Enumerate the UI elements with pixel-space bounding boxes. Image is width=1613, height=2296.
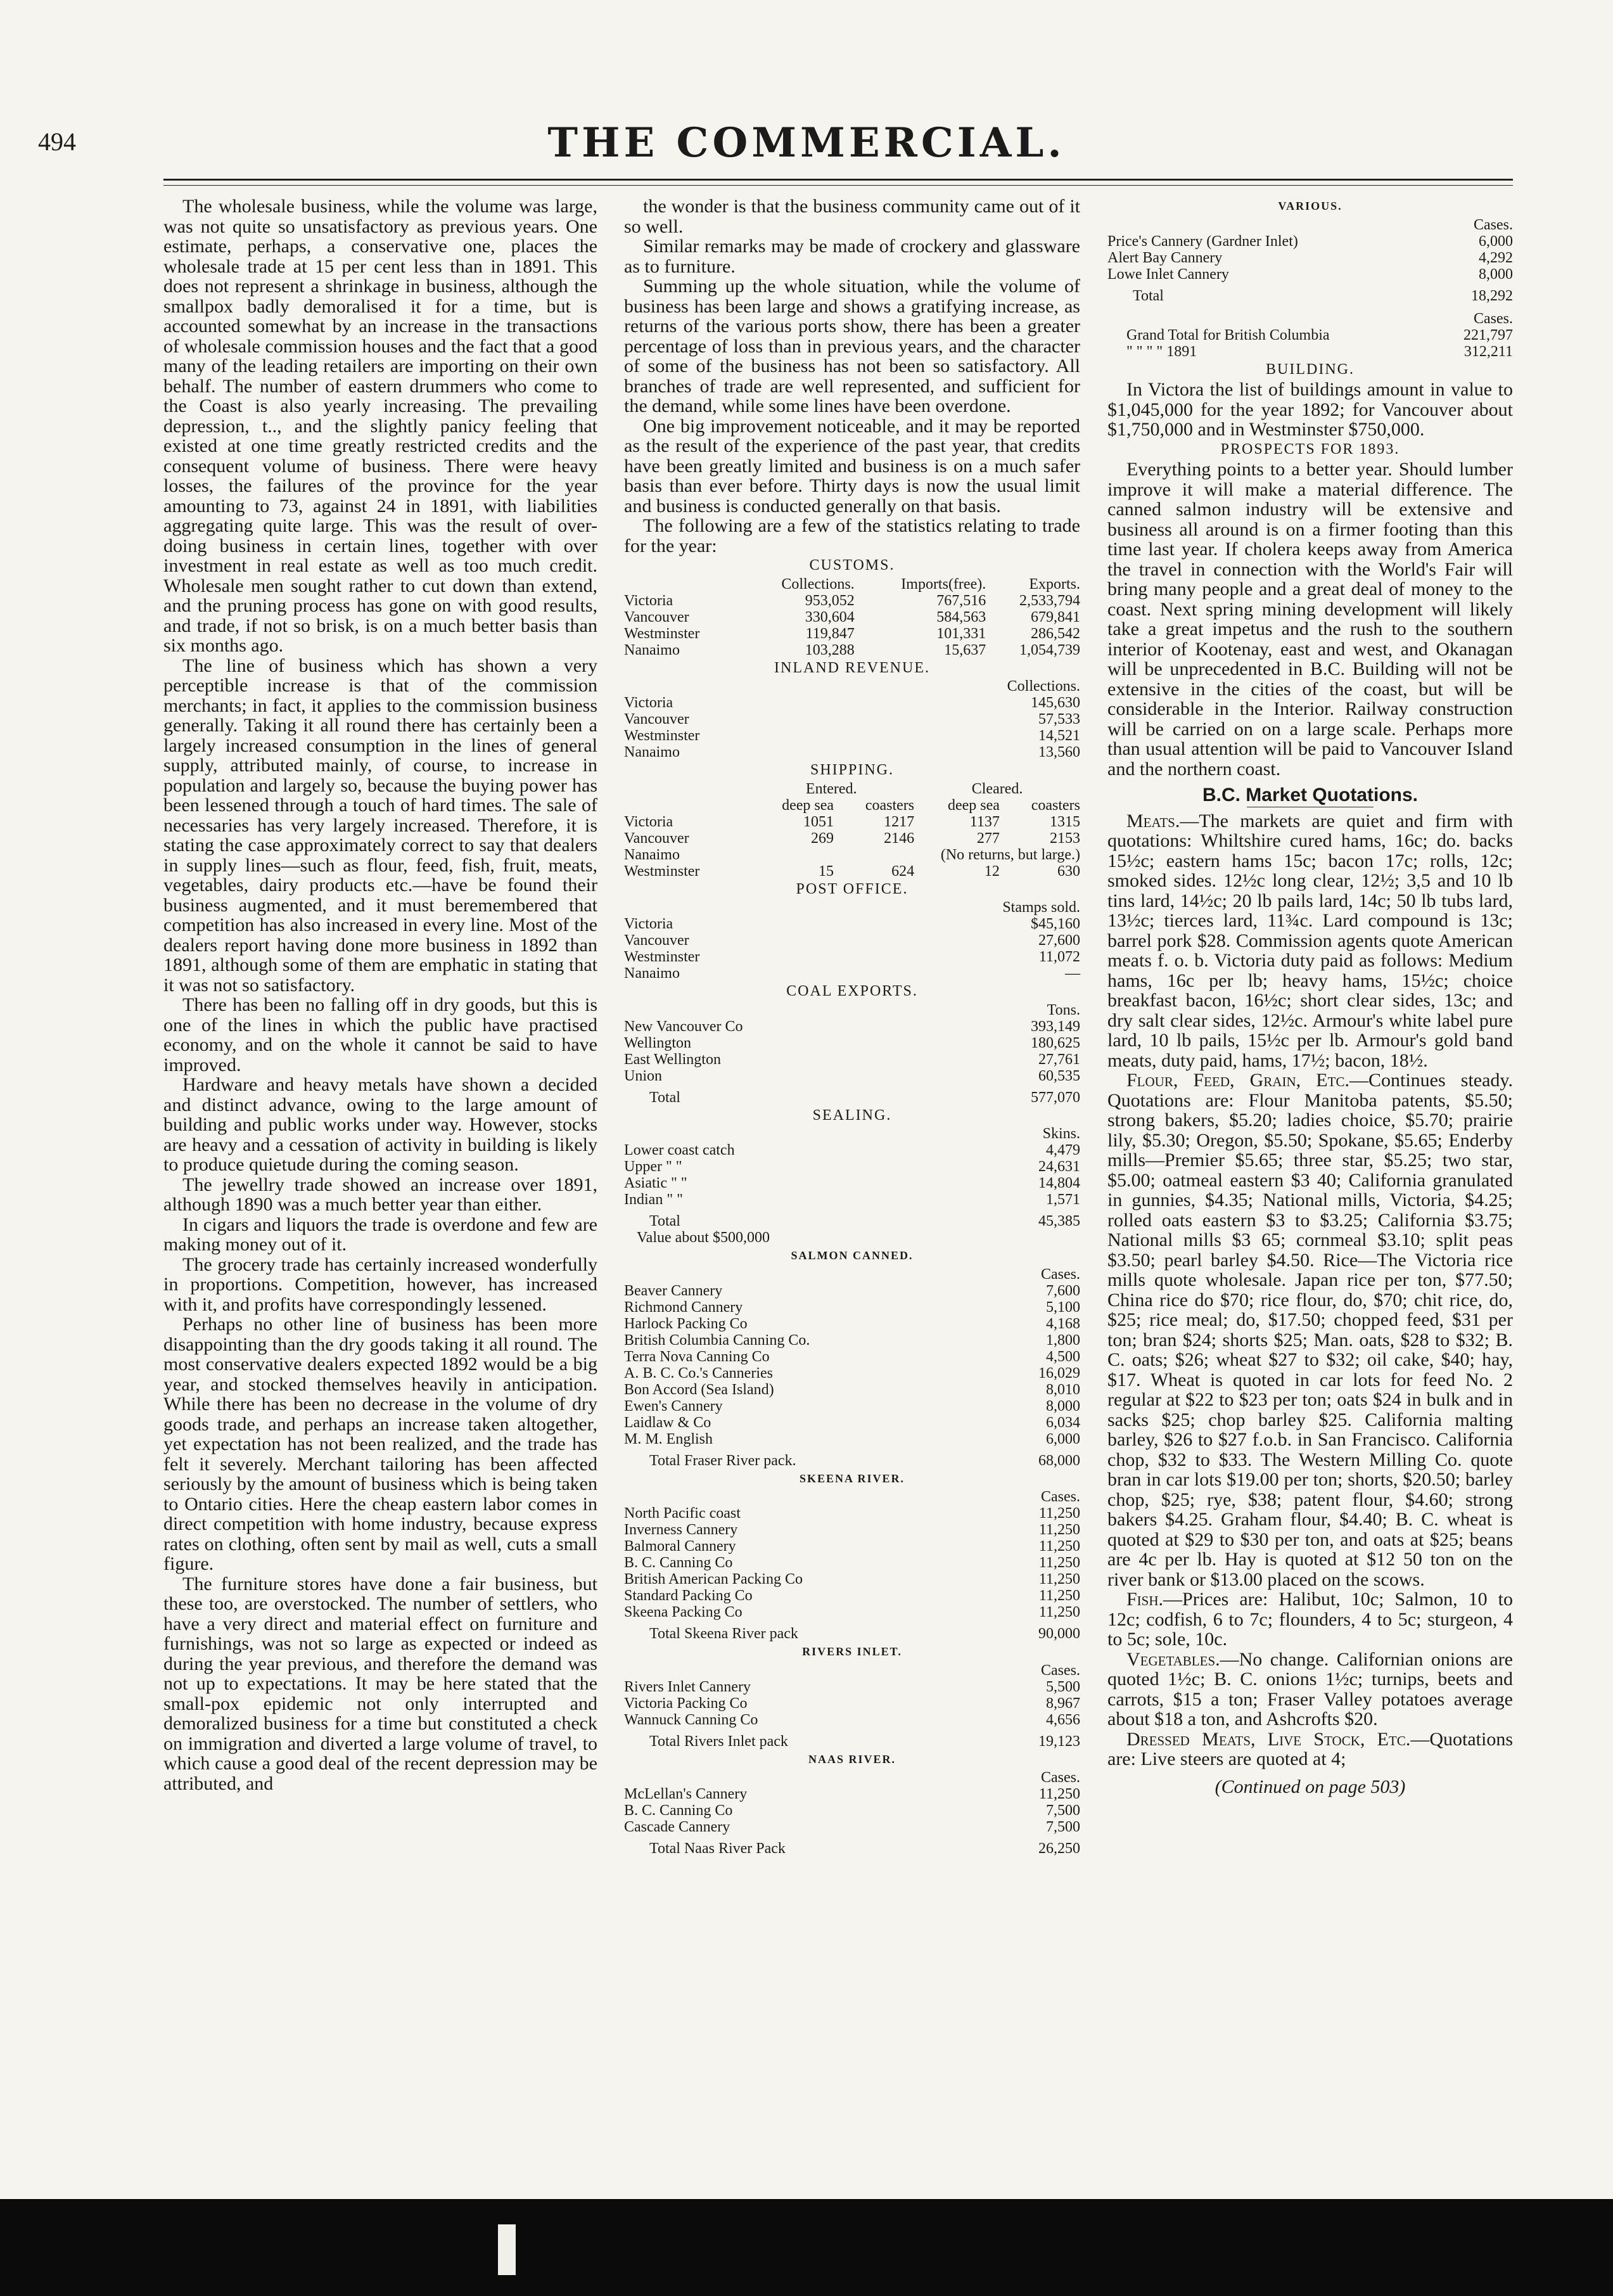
paragraph: There has been no falling off in dry goods, but this is one of the lines in which the public have practised economy, and on the whole it cannot be said to have improved.	[163, 994, 597, 1075]
table-cell: 14,804	[1038, 1175, 1080, 1191]
prospects-heading: PROSPECTS FOR 1893.	[1220, 440, 1400, 458]
table-cell: 221,797	[1463, 326, 1513, 343]
table-cell: Total	[1133, 287, 1164, 304]
table-cell: Victoria	[624, 695, 673, 711]
table-cell: 5,500	[1046, 1678, 1080, 1695]
table-header: Entered.	[805, 780, 857, 797]
table-header: coasters	[1031, 797, 1080, 814]
table-cell: 11,250	[1038, 1505, 1080, 1522]
table-cell: Wannuck Canning Co	[624, 1711, 758, 1728]
table-header: Collections.	[781, 575, 855, 593]
table-cell: Victoria Packing Co	[624, 1695, 748, 1712]
table-header: Exports.	[1029, 575, 1080, 593]
sealing-heading: SEALING.	[812, 1106, 892, 1124]
table-row	[624, 1332, 1080, 1349]
table-cell: Vancouver	[624, 608, 689, 625]
table-cell: 8,000	[1479, 266, 1513, 283]
table-row	[624, 1018, 1080, 1035]
column-2	[624, 196, 1080, 1857]
table-row	[624, 1712, 1080, 1728]
table-row	[624, 814, 1080, 830]
table-cell: Vancouver	[624, 830, 689, 847]
post-office-table	[624, 899, 1080, 982]
column-3	[1107, 196, 1513, 1797]
building-heading: BUILDING.	[1266, 361, 1355, 378]
total-row	[624, 1835, 1080, 1857]
table-cell: 630	[1057, 863, 1080, 880]
table-header	[624, 576, 741, 593]
table-cell: 1315	[1050, 813, 1080, 830]
table-row	[624, 1538, 1080, 1555]
table-cell: 11,250	[1038, 1604, 1080, 1620]
table-header: Cleared.	[971, 780, 1023, 797]
table-cell: 27,600	[1038, 932, 1080, 949]
table-cell: 4,656	[1046, 1711, 1080, 1728]
table-cell: 11,250	[1038, 1786, 1080, 1802]
table-row	[624, 830, 1080, 847]
rivers-inlet-table	[624, 1662, 1080, 1750]
table-header: Collections.	[1007, 678, 1080, 695]
table-cell: 8,000	[1046, 1397, 1080, 1414]
table-row	[624, 711, 1080, 728]
table-cell: 8,967	[1046, 1695, 1080, 1712]
skeena-river-table	[624, 1489, 1080, 1642]
table-cell: 13,560	[1038, 744, 1080, 760]
table-row	[624, 863, 1080, 880]
table-cell: M. M. English	[624, 1430, 713, 1447]
table-row	[624, 1414, 1080, 1431]
table-cell: $45,160	[1031, 916, 1080, 932]
vegetables-text: —No change. Californian onions are quoted 1½c; B. C. onions 1½c; turnips, beets and carrots, $15 a ton; Fraser Valley potatoes average about $18 a ton, and Ashcrofts $20.	[1107, 1648, 1513, 1729]
table-cell: 286,542	[1031, 625, 1080, 642]
market-quotations-heading: B.C. Market Quotations.	[1202, 785, 1419, 805]
total-row	[624, 1447, 1080, 1469]
table-row	[624, 1051, 1080, 1068]
table-cell: Ewen's Cannery	[624, 1397, 723, 1414]
page-number: 494	[38, 127, 76, 156]
table-header: Cases.	[1474, 310, 1513, 327]
table-row	[624, 1587, 1080, 1604]
table-cell: 767,516	[936, 592, 986, 609]
table-row	[624, 1299, 1080, 1316]
table-cell: " " " " 1891	[1126, 343, 1197, 360]
table-cell: 45,385	[1038, 1213, 1080, 1229]
table-header: Cases.	[1041, 1662, 1080, 1679]
table-row	[1107, 343, 1513, 360]
table-cell: 26,250	[1038, 1840, 1080, 1857]
table-cell: Rivers Inlet Cannery	[624, 1678, 751, 1695]
table-cell: 90,000	[1038, 1626, 1080, 1642]
paragraph: The line of business which has shown a very perceptible increase is that of the commission merchants; in fact, it applies to the commission business generally. Taking it all round there has certainly been a largely increased consumption in the lines of general supply, attributed mainly, of course, to increase in population and largely so, because the buying power has been lessened through a touch of hard times. The sale of necessaries has very largely increased. Therefore, it is stating the case approximately correct to say that dealers in supply lines—such as flour, feed, fish, fruit, meats, vegetables, dairy products etc.—have be found their business augmented, and it must beremembered that competition has also increased in every line. Most of the dealers report having done more business in 1892 than 1891, although some of them are emphatic in stating that it was not so satisfactory.	[163, 655, 597, 996]
table-cell: Lower coast catch	[624, 1142, 735, 1158]
table-header: Imports(free).	[901, 575, 986, 593]
table-cell: Total	[649, 1213, 680, 1229]
table-row	[624, 1555, 1080, 1571]
masthead: THE COMMERCIAL.	[547, 119, 1066, 167]
salmon-canned-table	[624, 1266, 1080, 1469]
table-cell: 330,604	[805, 608, 855, 625]
table-cell: Indian " "	[624, 1191, 683, 1208]
table-cell: 11,072	[1038, 949, 1080, 965]
paragraph: Everything points to a better year. Should lumber improve it will make a material difference. The canned salmon industry will be extensive and business all around is on a firmer footing than this time last year. If cholera keeps away from America the travel in connection with the World's Fair will bring many people and a great deal of money to the coast. Next spring mining development will likely take a great impetus and the rush to the southern interior of Kootenay, east and west, and Okanagan will be unprecedented in B.C. Building will not be extensive in the cities of the coast, but will be considerable in the Interior. Railway construction will be carried on on a large scale. Perhaps more than usual attention will be paid to Vancouver Island and the northern coast.	[1107, 459, 1513, 779]
table-cell: Grand Total for British Columbia	[1126, 326, 1330, 343]
table-cell: British American Packing Co	[624, 1571, 803, 1587]
table-cell: Price's Cannery (Gardner Inlet)	[1107, 233, 1298, 250]
table-row	[624, 916, 1080, 932]
table-cell: 11,250	[1038, 1522, 1080, 1538]
table-row	[624, 1349, 1080, 1365]
table-cell: —	[1065, 965, 1080, 982]
customs-heading: CUSTOMS.	[809, 557, 895, 574]
table-cell: 312,211	[1463, 343, 1513, 360]
table-cell: Beaver Cannery	[624, 1282, 723, 1299]
table-cell: 2146	[884, 830, 915, 847]
inland-revenue-heading: INLAND REVENUE.	[774, 659, 930, 676]
paragraph: The wholesale business, while the volume was large, was not quite so unsatisfactory as previous years. One estimate, perhaps, a conservative one, places the wholesale trade at 15 per cent less than in 1891. This does not represent a shrinkage in business, although the smallpox badly demoralised it for a time, but is accounted somewhat by an increase in the transactions of wholesale commission houses and the fact that a good many of the leading retailers are importing on their own behalf. The number of eastern drummers who come to the Coast is also yearly increasing. The prevailing depression, t.., and the slightly panicy feeling that existed at one time greatly restricted credits and the consequent volume of business. There were heavy losses, the failures of the province for the year amounting to 73, against 24 in 1891, with liabilities aggregating quite large. This was the result of over-doing business in certain lines, together with over investment in real estate as well as too much credit. Wholesale men sought rather to cut down than extend, and the pruning process has gone on with good results, and trade, if not so brisk, is on a much better basis than six months ago.	[163, 196, 597, 656]
table-cell: 12	[984, 863, 1000, 880]
table-cell: 269	[811, 830, 834, 847]
paragraph	[1107, 1650, 1513, 1729]
table-cell: Lowe Inlet Cannery	[1107, 266, 1229, 283]
table-header	[624, 797, 748, 814]
total-row	[624, 1620, 1080, 1642]
table-row	[624, 932, 1080, 949]
table-row	[624, 728, 1080, 744]
total-row	[624, 1208, 1080, 1229]
table-row	[624, 1068, 1080, 1084]
table-cell: (No returns, but large.)	[940, 846, 1080, 863]
table-cell: 393,149	[1031, 1018, 1080, 1035]
table-cell: Victoria	[624, 592, 673, 609]
fish-text: —Prices are: Halibut, 10c; Salmon, 10 to 12c; codfish, 6 to 7c; flounders, 4 to 5c; sturgeon, 4 to 5c; sole, 10c.	[1107, 1589, 1513, 1650]
table-cell: 584,563	[936, 608, 986, 625]
table-row	[624, 625, 1080, 642]
column-1	[163, 196, 597, 1793]
table-cell: Upper " "	[624, 1158, 682, 1175]
dressed-meats-lead: Dressed Meats, Live Stock, Etc.	[1126, 1728, 1411, 1750]
paragraph: The following are a few of the statistics relating to trade for the year:	[624, 515, 1080, 556]
table-row	[624, 609, 1080, 625]
table-row	[624, 1158, 1080, 1175]
table-cell: 7,600	[1046, 1282, 1080, 1299]
meats-text: —The markets are quiet and firm with quotations: Whiltshire cured hams, 16c; do. backs 15½c; eastern hams 15c; bacon 17c; rolls, 12c; smoked sides. 12½c long clear, 12½; 3,5 and 10 lb tins lard, 14½c; 20 lb pails lard, 14c; 50 lb tubs lard, 13½c; tierces lard, 11¾c. Lard compound is 13c; barrel pork $28. Commission agents quote American meats f. o. b. Victoria duty paid as follows: Medium hams, 16c per lb; heavy hams, 15½c; choice breakfast bacon, 16½c; short clear sides, 13c; and dry salt clear sides, 12½c. Armour's white label pure lard, 10 lb pails, 15½c per lb. Armour's gold band meats, duty paid, hams, 17½; bacon, 18½.	[1107, 810, 1513, 1071]
table-cell: 15,637	[944, 641, 986, 658]
table-cell: 1217	[884, 813, 915, 830]
table-cell: 624	[891, 863, 915, 880]
scan-border-bottom	[0, 2199, 1613, 2296]
table-cell: 7,500	[1046, 1819, 1080, 1835]
paragraph: The jewellry trade showed an increase over 1891, although 1890 was a much better year than either.	[163, 1174, 597, 1215]
salmon-canned-heading: SALMON CANNED.	[791, 1249, 914, 1262]
paragraph: Summing up the whole situation, while the volume of business has been large and shows a gratifying increase, as returns of the various ports show, there has been a greater percentage of loss than in previous years, and the character of some of the business has not been so satisfactory. All branches of trade are well represented, and sufficient for the demand, while some lines have been overdone.	[624, 276, 1080, 416]
table-header: Cases.	[1041, 1769, 1080, 1786]
paragraph: In Victora the list of buildings amount in value to $1,045,000 for the year 1892; for Vancouver about $1,750,000 and in Westminster $750,000.	[1107, 379, 1513, 440]
table-row	[624, 1398, 1080, 1414]
table-cell: Asiatic " "	[624, 1175, 687, 1191]
table-row	[624, 965, 1080, 982]
paragraph	[1107, 1589, 1513, 1650]
table-cell: 6,034	[1046, 1414, 1080, 1431]
table-cell: 68,000	[1038, 1452, 1080, 1469]
table-row	[624, 1365, 1080, 1382]
table-cell: Harlock Packing Co	[624, 1315, 748, 1332]
table-header: Cases.	[1041, 1266, 1080, 1283]
table-row	[624, 1283, 1080, 1299]
flour-text: —Continues steady. Quotations are: Flour Manitoba patents, $5.50; strong bakers, $5.20; ladies choice, $5.70; prairie lily, $5.30; Oregon, $5.50; Spokane, $5.65; Enderby mills—Premier $5.65; three star, $5.25; two star, $5.00; oatmeal eastern $3 40; California granulated in gunnies, $4.35; National mills, Victoria, $4.25; rolled oats eastern $3 to $3.25; California $3.75; National mills $3 65; cornmeal $3.10; split peas $3.50; pearl barley $4.50. Rice—The Victoria rice mills quote wholesale. Japan rice per ton, $77.50; China rice do $70; rice flour, do, $70; chit rice, do, $25; rice meal; do, $17.50; chopped feed, $31 per ton; bran $24; shorts $25; Man. oats, $28 to $32; B. C. oats; $26; wheat $27 to $32; oil cake, $40; hay, $17. Wheat is quoted in car lots for feed No. 2 regular at $22 to $23 per ton; oats $24 in bulk and in sacks $25; chop barley $25. California malting barley, $26 to $27 f.o.b. in San Francisco. California chop, $32 to $33. The Western Milling Co. quote bran in car lots $19.00 per ton; shorts, $20.50; barley chop, $25; rye, $38; patent flour, $4.60; strong bakers $4.25. Graham flour, $4.40; B. C. wheat is quoted at $29 to $30 per ton, and oats at $25; beans are 4c per lb. Hay is quoted at $12 50 ton on the river bank or $13.00 placed on the scows.	[1107, 1070, 1513, 1590]
table-cell: 11,250	[1038, 1571, 1080, 1587]
table-cell: A. B. C. Co.'s Canneries	[624, 1364, 773, 1382]
table-header: Stamps sold.	[1002, 899, 1080, 916]
table-cell: 2,533,794	[1019, 592, 1080, 609]
table-cell: 7,500	[1046, 1802, 1080, 1819]
paragraph: In cigars and liquors the trade is overdone and few are making money out of it.	[163, 1214, 597, 1255]
vegetables-lead: Vegetables.	[1126, 1648, 1220, 1670]
table-row	[624, 949, 1080, 965]
table-row	[624, 744, 1080, 760]
post-office-heading: POST OFFICE.	[796, 880, 909, 897]
table-cell: Richmond Cannery	[624, 1299, 743, 1316]
table-cell: 953,052	[805, 592, 855, 609]
table-row	[624, 1142, 1080, 1158]
table-cell: Victoria	[624, 916, 673, 932]
table-cell: Westminster	[624, 728, 700, 744]
naas-river-table	[624, 1769, 1080, 1857]
table-row	[624, 642, 1080, 658]
table-cell: 4,500	[1046, 1348, 1080, 1365]
paragraph	[1107, 811, 1513, 1071]
table-cell: 14,521	[1038, 728, 1080, 744]
table-cell: Westminster	[624, 863, 700, 880]
table-cell: McLellan's Cannery	[624, 1786, 748, 1802]
table-cell: 27,761	[1038, 1051, 1080, 1068]
total-row	[1107, 283, 1513, 304]
naas-river-heading: NAAS RIVER.	[808, 1752, 896, 1766]
table-cell: 5,100	[1046, 1299, 1080, 1316]
table-cell: 6,000	[1479, 233, 1513, 250]
coal-exports-heading: COAL EXPORTS.	[786, 983, 918, 999]
table-row	[624, 1316, 1080, 1332]
table-row	[624, 1035, 1080, 1051]
table-cell: Nanaimo	[624, 744, 680, 760]
paragraph: Perhaps no other line of business has been more disappointing than the dry goods taking it all round. The most conservative dealers expected 1892 would be a big year, and stocked themselves heavily in anticipation. While there has been no decrease in the volume of dry goods trade, and perhaps an increase taken altogether, yet expectation has not been realized, and the trade has felt it severely. Merchant tailoring has been affected seriously by the amount of business which is being taken to Ontario cities. Here the cheap eastern labor comes in direct competition with home industry, because express rates on clothing, often sent by mail as well, cuts a small figure.	[163, 1314, 597, 1574]
table-row	[624, 1786, 1080, 1802]
table-cell: 119,847	[805, 625, 855, 642]
paragraph: The furniture stores have done a fair business, but these too, are overstocked. The number of settlers, who have a very direct and material effect on furniture and furnishings, was not so large as expected or indeed as during the year previous, and therefore the demand was not up to expectations. It may be here stated that the small-pox epidemic not only interrupted and demoralized business for a time but constituted a check on immigration and diverted a large volume of travel, to which cause a good deal of the recent depression may be attributed, and	[163, 1573, 597, 1794]
various-heading: VARIOUS.	[1278, 200, 1342, 212]
paragraph: Similar remarks may be made of crockery and glassware as to furniture.	[624, 236, 1080, 277]
meats-lead: Meats.	[1126, 810, 1180, 831]
table-cell: British Columbia Canning Co.	[624, 1331, 810, 1349]
table-row	[624, 1382, 1080, 1398]
table-row	[624, 1679, 1080, 1695]
continued-note: (Continued on page 503)	[1215, 1776, 1406, 1797]
table-header: coasters	[865, 797, 915, 814]
paragraph: One big improvement noticeable, and it may be reported as the result of the experience of the past year, that credits have been greatly limited and business is on a much safer basis than ever before. Thirty days is now the usual limit and business is conducted generally on that basis.	[624, 415, 1080, 516]
table-cell: 1,571	[1046, 1191, 1080, 1208]
table-cell: 4,168	[1046, 1315, 1080, 1332]
table-cell: North Pacific coast	[624, 1505, 741, 1522]
table-row	[624, 1522, 1080, 1538]
customs-table	[624, 576, 1080, 658]
paragraph	[1107, 1070, 1513, 1589]
table-cell: East Wellington	[624, 1051, 721, 1068]
table-cell: Victoria	[624, 813, 673, 830]
table-row	[624, 1604, 1080, 1620]
table-row	[1107, 250, 1513, 266]
various-table	[1107, 217, 1513, 304]
paragraph: Hardware and heavy metals have shown a decided and distinct advance, owing to the large amount of building and public works under way. However, stocks are heavy and a cessation of activity in building is likely to produce quietude during the coming season.	[163, 1074, 597, 1175]
table-cell: Union	[624, 1067, 662, 1084]
table-cell: Balmoral Cannery	[624, 1538, 736, 1555]
shipping-table	[624, 781, 1080, 880]
table-cell: Cascade Cannery	[624, 1819, 730, 1835]
table-cell: Total	[649, 1089, 680, 1106]
table-header: Tons.	[1047, 1001, 1080, 1018]
table-cell: 4,292	[1479, 249, 1513, 266]
table-cell: 16,029	[1038, 1364, 1080, 1382]
scan-mark	[498, 2224, 516, 2275]
table-cell: 577,070	[1031, 1089, 1080, 1106]
dressed-meats-text: —Quotations are: Live steers are quoted at 4;	[1107, 1728, 1513, 1769]
sealing-table	[624, 1126, 1080, 1246]
table-row	[624, 1819, 1080, 1835]
table-row	[624, 695, 1080, 711]
total-row	[624, 1084, 1080, 1106]
header-rule-thin	[163, 185, 1513, 186]
table-cell: Inverness Cannery	[624, 1522, 738, 1538]
table-cell: 1051	[803, 813, 834, 830]
table-row	[624, 593, 1080, 609]
table-cell: Westminster	[624, 949, 700, 965]
shipping-heading: SHIPPING.	[810, 762, 895, 778]
table-row	[624, 1229, 1080, 1246]
table-cell: Laidlaw & Co	[624, 1414, 711, 1431]
fish-lead: Fish.	[1126, 1589, 1164, 1610]
table-header: deep sea	[782, 797, 834, 814]
table-row	[624, 1802, 1080, 1819]
table-cell: Nanaimo	[624, 641, 680, 658]
coal-exports-table	[624, 1002, 1080, 1106]
table-row	[624, 1505, 1080, 1522]
table-row	[1107, 327, 1513, 343]
table-cell: 277	[976, 830, 1000, 847]
table-cell: B. C. Canning Co	[624, 1802, 733, 1819]
paragraph	[1107, 1729, 1513, 1769]
rivers-inlet-heading: RIVERS INLET.	[802, 1645, 902, 1658]
header-rule	[163, 179, 1513, 181]
table-cell: Nanaimo	[624, 965, 680, 982]
paragraph: The grocery trade has certainly increased wonderfully in proportions. Competition, however, has increased with it, and profits have correspondingly lessened.	[163, 1254, 597, 1315]
table-row	[624, 1571, 1080, 1587]
table-cell: Total Naas River Pack	[649, 1840, 786, 1857]
table-cell: 1,800	[1046, 1331, 1080, 1349]
table-row	[624, 1431, 1080, 1447]
table-cell: 1,054,739	[1019, 641, 1080, 658]
table-cell: Vancouver	[624, 932, 689, 949]
table-cell: 103,288	[805, 641, 855, 658]
table-cell: 1137	[969, 813, 1000, 830]
table-cell: Skeena Packing Co	[624, 1604, 743, 1620]
table-cell: 11,250	[1038, 1555, 1080, 1571]
table-cell: 8,010	[1046, 1381, 1080, 1398]
inland-revenue-table	[624, 678, 1080, 760]
skeena-river-heading: SKEENA RIVER.	[799, 1472, 905, 1485]
table-cell: 19,123	[1038, 1733, 1080, 1750]
table-cell: B. C. Canning Co	[624, 1555, 733, 1571]
table-cell: 11,250	[1038, 1587, 1080, 1604]
table-row	[624, 847, 1080, 863]
table-header: Cases.	[1474, 216, 1513, 233]
table-cell: Bon Accord (Sea Island)	[624, 1381, 774, 1398]
grand-total-table	[1107, 311, 1513, 360]
table-cell: Total Rivers Inlet pack	[649, 1733, 788, 1750]
table-header: deep sea	[947, 797, 1000, 814]
table-cell: 15	[819, 863, 834, 880]
table-cell: Value about $500,000	[637, 1229, 770, 1246]
table-cell: Alert Bay Cannery	[1107, 249, 1223, 266]
table-cell: Westminster	[624, 625, 700, 642]
table-cell: Standard Packing Co	[624, 1587, 753, 1604]
table-cell: 11,250	[1038, 1538, 1080, 1555]
table-cell: Total Skeena River pack	[649, 1626, 798, 1642]
table-row	[624, 1191, 1080, 1208]
table-cell: 18,292	[1471, 287, 1513, 304]
table-cell: Vancouver	[624, 711, 689, 728]
flour-lead: Flour, Feed, Grain, Etc.	[1126, 1070, 1349, 1091]
table-cell: 180,625	[1031, 1034, 1080, 1051]
table-cell: 4,479	[1046, 1142, 1080, 1158]
table-header: Cases.	[1041, 1489, 1080, 1505]
table-cell: 6,000	[1046, 1430, 1080, 1447]
table-cell: 145,630	[1031, 695, 1080, 711]
table-cell: 60,535	[1038, 1067, 1080, 1084]
table-cell: 24,631	[1038, 1158, 1080, 1175]
table-row	[624, 1175, 1080, 1191]
table-cell: Nanaimo	[624, 846, 680, 863]
table-row	[1107, 233, 1513, 250]
table-cell: 679,841	[1031, 608, 1080, 625]
table-row	[1107, 266, 1513, 283]
paragraph: the wonder is that the business community came out of it so well.	[624, 196, 1080, 237]
table-cell: 57,533	[1038, 711, 1080, 728]
table-header: Skins.	[1042, 1126, 1080, 1142]
table-cell: 101,331	[936, 625, 986, 642]
table-cell: 2153	[1050, 830, 1080, 847]
table-row	[624, 1695, 1080, 1712]
total-row	[624, 1728, 1080, 1750]
table-cell: Total Fraser River pack.	[649, 1452, 796, 1469]
table-cell: New Vancouver Co	[624, 1018, 743, 1035]
table-cell: Terra Nova Canning Co	[624, 1348, 770, 1365]
table-cell: Wellington	[624, 1034, 692, 1051]
